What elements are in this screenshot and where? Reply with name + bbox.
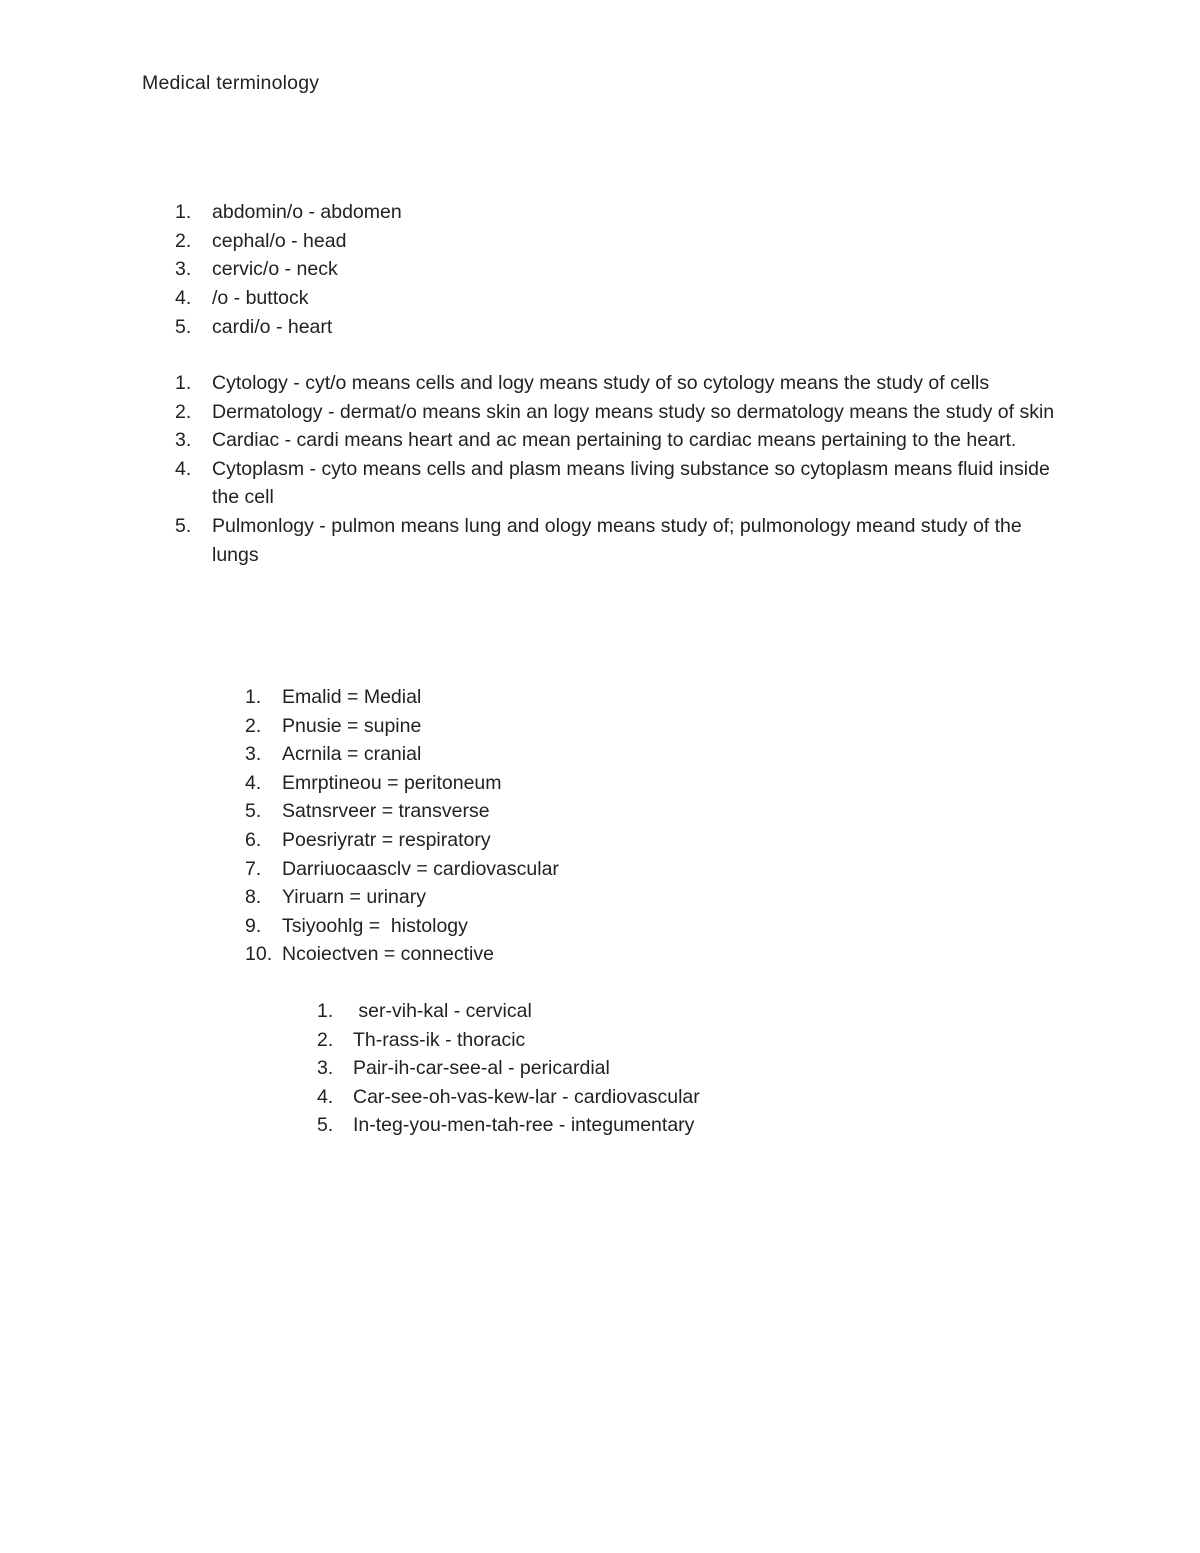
list-number: 6. bbox=[245, 828, 262, 851]
list-text: In-teg-you-men-tah-ree - integumentary bbox=[353, 1114, 695, 1137]
list-text: Tsiyoohlg = histology bbox=[282, 914, 468, 937]
list-text: Cytology - cyt/o means cells and logy means study of so cytology means the study of cells bbox=[212, 372, 990, 394]
list-item bbox=[317, 1026, 1053, 1055]
list-text: Yiruarn = urinary bbox=[282, 886, 426, 909]
list-text: cardi/o - heart bbox=[212, 315, 333, 338]
list-item bbox=[317, 1083, 1053, 1112]
list-item bbox=[245, 740, 1062, 769]
list-number: 1. bbox=[245, 686, 262, 708]
list-item bbox=[175, 455, 1062, 512]
list-item bbox=[245, 769, 1062, 798]
list-item bbox=[175, 313, 1072, 342]
list-text: Emrptineou = peritoneum bbox=[282, 771, 502, 794]
list-text: Cytoplasm - cyto means cells and plasm means living substance so cytoplasm means fluid inside the cell bbox=[212, 457, 1050, 509]
list-item bbox=[175, 512, 1062, 569]
list-text: ser-vih-kal - cervical bbox=[353, 1000, 532, 1022]
list-number: 3. bbox=[175, 429, 192, 452]
list-item bbox=[245, 712, 1062, 741]
list-item bbox=[175, 255, 1072, 284]
list-item bbox=[245, 683, 1062, 712]
list-number: 2. bbox=[175, 400, 192, 423]
list-text: Satnsrveer = transverse bbox=[282, 800, 490, 823]
list-item bbox=[175, 198, 1072, 227]
list-text: Car-see-oh-vas-kew-lar - cardiovascular bbox=[353, 1085, 700, 1108]
list-item bbox=[175, 398, 1062, 427]
list-item bbox=[317, 1111, 1053, 1140]
list-number: 5. bbox=[245, 800, 262, 823]
list-item bbox=[175, 227, 1072, 256]
list-number: 5. bbox=[175, 514, 192, 537]
list-text: Darriuocaasclv = cardiovascular bbox=[282, 857, 559, 880]
list-item bbox=[175, 284, 1072, 313]
list-number: 9. bbox=[245, 914, 262, 937]
list-item bbox=[245, 940, 1062, 969]
list-number: 2. bbox=[175, 229, 192, 252]
list-number: 5. bbox=[317, 1114, 334, 1137]
list-text: abdomin/o - abdomen bbox=[212, 201, 402, 223]
list-text: Poesriyratr = respiratory bbox=[282, 828, 491, 851]
list-item bbox=[245, 826, 1062, 855]
list-text: /o - buttock bbox=[212, 287, 309, 310]
list-number: 1. bbox=[317, 1000, 334, 1022]
pronunciation-list bbox=[317, 997, 1053, 1140]
list-number: 2. bbox=[317, 1028, 334, 1051]
list-item bbox=[245, 797, 1062, 826]
list-text: Emalid = Medial bbox=[282, 686, 422, 708]
list-number: 4. bbox=[175, 457, 192, 480]
list-text: Ncoiectven = connective bbox=[282, 943, 494, 966]
list-number: 3. bbox=[317, 1057, 334, 1080]
list-text: Cardiac - cardi means heart and ac mean pertaining to cardiac means pertaining to the heart. bbox=[212, 429, 1017, 452]
list-number: 3. bbox=[175, 258, 192, 281]
word-root-list bbox=[175, 198, 1072, 342]
list-number: 8. bbox=[245, 886, 262, 909]
list-number: 5. bbox=[175, 315, 192, 338]
list-item bbox=[245, 883, 1062, 912]
list-item bbox=[317, 1054, 1053, 1083]
list-text: Acrnila = cranial bbox=[282, 743, 422, 766]
list-number: 3. bbox=[245, 743, 262, 766]
list-number: 7. bbox=[245, 857, 262, 880]
list-text: Pulmonlogy - pulmon means lung and ology means study of; pulmonology meand study of the lungs bbox=[212, 514, 1022, 566]
list-item bbox=[245, 912, 1062, 941]
list-text: Dermatology - dermat/o means skin an logy means study so dermatology means the study of skin bbox=[212, 400, 1055, 423]
list-text: Th-rass-ik - thoracic bbox=[353, 1028, 526, 1051]
list-number: 4. bbox=[317, 1085, 334, 1108]
list-item bbox=[317, 997, 1053, 1026]
list-number: 4. bbox=[245, 771, 262, 794]
list-number: 1. bbox=[175, 372, 192, 394]
list-text: cervic/o - neck bbox=[212, 258, 338, 281]
page-title: Medical terminology bbox=[142, 72, 320, 94]
list-number: 10. bbox=[245, 943, 273, 966]
list-text: Pair-ih-car-see-al - pericardial bbox=[353, 1057, 610, 1080]
list-number: 4. bbox=[175, 287, 192, 310]
list-item bbox=[175, 426, 1062, 455]
list-text: cephal/o - head bbox=[212, 229, 347, 252]
list-item bbox=[175, 369, 1062, 398]
term-definition-list bbox=[175, 369, 1062, 569]
list-number: 1. bbox=[175, 201, 192, 223]
list-text: Pnusie = supine bbox=[282, 714, 422, 737]
list-item bbox=[245, 855, 1062, 884]
list-number: 2. bbox=[245, 714, 262, 737]
unscramble-list bbox=[245, 683, 1062, 969]
